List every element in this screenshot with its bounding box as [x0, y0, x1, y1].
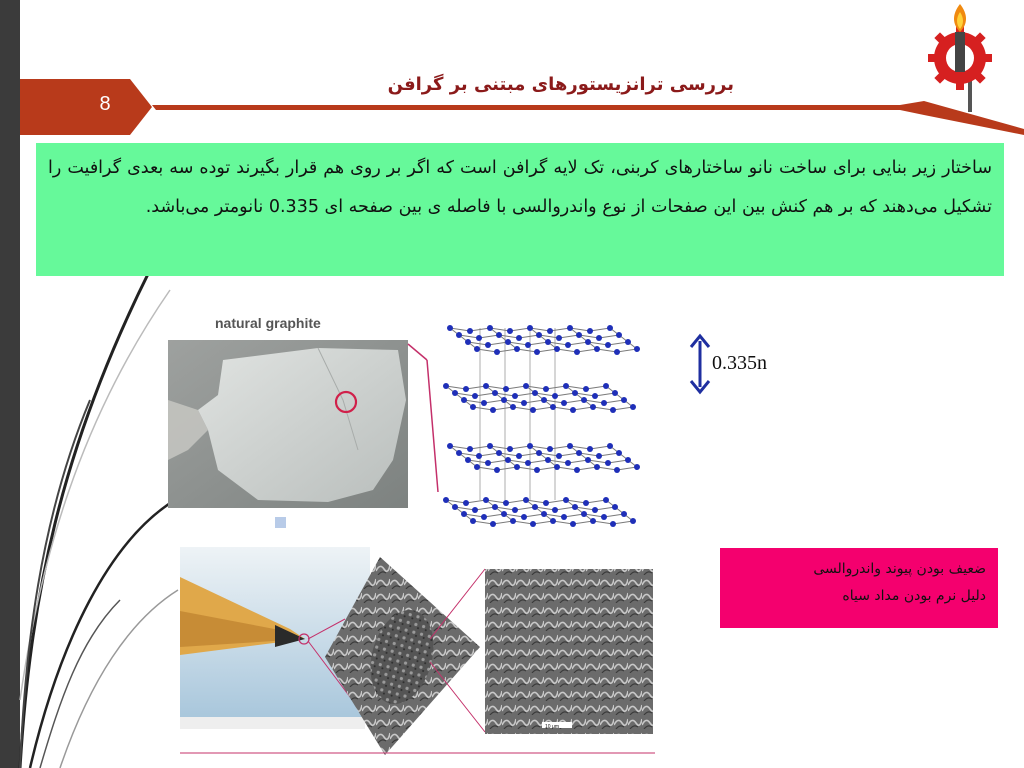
carbon-atom [616, 450, 622, 456]
carbon-atom [587, 328, 593, 334]
carbon-atom [594, 464, 600, 470]
note-line-2: دلیل نرم بودن مداد سیاه [842, 588, 986, 604]
carbon-atom [601, 400, 607, 406]
carbon-atom [510, 404, 516, 410]
carbon-atom [452, 390, 458, 396]
carbon-atom [463, 386, 469, 392]
carbon-atom [563, 497, 569, 503]
carbon-atom [550, 404, 556, 410]
carbon-atom [603, 497, 609, 503]
carbon-atom [490, 521, 496, 527]
carbon-atom [616, 332, 622, 338]
carbon-atom [510, 518, 516, 524]
slide-title: بررسی ترانزیستورهای مبتنی بر گرافن [387, 74, 734, 95]
carbon-atom [487, 325, 493, 331]
torch-gear-logo-icon [922, 2, 998, 112]
carbon-atom [485, 460, 491, 466]
carbon-atom [585, 457, 591, 463]
carbon-atom [612, 504, 618, 510]
carbon-atom [574, 349, 580, 355]
carbon-atom [474, 346, 480, 352]
carbon-atom [545, 339, 551, 345]
graphene-layer [443, 383, 636, 413]
carbon-atom [536, 450, 542, 456]
carbon-atom [603, 383, 609, 389]
carbon-atom [481, 400, 487, 406]
carbon-atom [541, 511, 547, 517]
carbon-atom [467, 328, 473, 334]
carbon-atom [581, 397, 587, 403]
carbon-atom [492, 390, 498, 396]
carbon-atom [467, 446, 473, 452]
carbon-atom [596, 453, 602, 459]
carbon-atom [536, 332, 542, 338]
slide-number: 8 [99, 93, 111, 115]
carbon-atom [594, 346, 600, 352]
carbon-atom [556, 335, 562, 341]
carbon-atom [563, 383, 569, 389]
carbon-atom [532, 504, 538, 510]
carbon-atom [447, 443, 453, 449]
carbon-atom [530, 521, 536, 527]
carbon-atom [481, 514, 487, 520]
carbon-atom [525, 342, 531, 348]
carbon-atom [596, 335, 602, 341]
carbon-atom [570, 407, 576, 413]
carbon-atom [530, 407, 536, 413]
carbon-atom [521, 514, 527, 520]
carbon-atom [590, 518, 596, 524]
carbon-atom [534, 349, 540, 355]
carbon-atom [576, 332, 582, 338]
carbon-atom [587, 446, 593, 452]
carbon-atom [601, 514, 607, 520]
carbon-atom [592, 507, 598, 513]
carbon-atom [521, 400, 527, 406]
carbon-atom [485, 342, 491, 348]
carbon-atom [545, 457, 551, 463]
carbon-atom [452, 504, 458, 510]
carbon-atom [527, 443, 533, 449]
carbon-atom [610, 521, 616, 527]
graphene-layer [447, 325, 640, 355]
carbon-atom [541, 397, 547, 403]
carbon-atom [543, 386, 549, 392]
carbon-atom [516, 453, 522, 459]
carbon-atom [561, 514, 567, 520]
carbon-atom [552, 393, 558, 399]
carbon-atom [565, 342, 571, 348]
carbon-atom [621, 511, 627, 517]
carbon-atom [592, 393, 598, 399]
carbon-atom [487, 443, 493, 449]
carbon-atom [443, 383, 449, 389]
carbon-atom [461, 397, 467, 403]
carbon-atom [532, 390, 538, 396]
carbon-atom [605, 460, 611, 466]
note-box [720, 548, 998, 628]
carbon-atom [561, 400, 567, 406]
carbon-atom [574, 467, 580, 473]
carbon-atom [514, 346, 520, 352]
carbon-atom [516, 335, 522, 341]
carbon-atom [470, 518, 476, 524]
carbon-atom [572, 504, 578, 510]
carbon-atom [605, 342, 611, 348]
carbon-atom [543, 500, 549, 506]
carbon-atom [607, 325, 613, 331]
carbon-atom [523, 383, 529, 389]
carbon-atom [492, 504, 498, 510]
carbon-atom [505, 457, 511, 463]
carbon-atom [472, 507, 478, 513]
carbon-atom [567, 325, 573, 331]
carbon-atom [583, 386, 589, 392]
carbon-atom [554, 346, 560, 352]
carbon-atom [470, 404, 476, 410]
carbon-atom [572, 390, 578, 396]
note-line-1: ضعیف بودن پیوند واندروالسی [813, 561, 986, 577]
graphene-layers-diagram [330, 308, 640, 528]
carbon-atom [614, 349, 620, 355]
carbon-atom [507, 446, 513, 452]
carbon-atom [630, 404, 636, 410]
carbon-atom [581, 511, 587, 517]
carbon-atom [501, 397, 507, 403]
carbon-atom [525, 460, 531, 466]
carbon-atom [465, 339, 471, 345]
carbon-atom [463, 500, 469, 506]
carbon-atom [634, 464, 640, 470]
graphene-layer [443, 497, 636, 527]
carbon-atom [514, 464, 520, 470]
carbon-atom [607, 443, 613, 449]
carbon-atom [465, 457, 471, 463]
carbon-atom [570, 521, 576, 527]
double-arrow-vertical-icon [688, 333, 712, 395]
carbon-atom [550, 518, 556, 524]
carbon-atom [494, 349, 500, 355]
carbon-atom [472, 393, 478, 399]
carbon-atom [610, 407, 616, 413]
graphite-label: natural graphite [215, 315, 321, 331]
carbon-atom [474, 464, 480, 470]
carbon-atom [547, 446, 553, 452]
sem-scale-bar-label: 10 μm [545, 724, 559, 730]
carbon-atom [503, 500, 509, 506]
carbon-atom [443, 497, 449, 503]
carbon-atom [634, 346, 640, 352]
carbon-atom [505, 339, 511, 345]
carbon-atom [556, 453, 562, 459]
carbon-atom [483, 383, 489, 389]
carbon-atom [583, 500, 589, 506]
interlayer-distance-label: 0.335n [712, 352, 767, 374]
carbon-atom [590, 404, 596, 410]
carbon-atom [461, 511, 467, 517]
carbon-atom [456, 332, 462, 338]
carbon-atom [554, 464, 560, 470]
carbon-atom [567, 443, 573, 449]
carbon-atom [483, 497, 489, 503]
pencil-sem-composite [180, 547, 660, 755]
intro-paragraph: ساختار زیر بنایی برای ساخت نانو ساختارهای کربنی، تک لایه گرافن است که اگر بر روی هم قرار بگیرند توده سه بعدی گرافیت را تشکیل می‌دهند که بر هم کنش بین این صفحات از نوع واندروالسی با فاصله ی بین صفحه ای 0.335 نانومتر می‌باشد. [36, 143, 1004, 276]
carbon-atom [527, 325, 533, 331]
carbon-atom [503, 386, 509, 392]
carbon-atom [614, 467, 620, 473]
carbon-atom [585, 339, 591, 345]
carbon-atom [576, 450, 582, 456]
carbon-atom [565, 460, 571, 466]
carbon-atom [447, 325, 453, 331]
graphene-layer [447, 443, 640, 473]
carbon-atom [490, 407, 496, 413]
carbon-atom [496, 450, 502, 456]
carbon-atom [625, 339, 631, 345]
carbon-atom [456, 450, 462, 456]
carbon-atom [512, 507, 518, 513]
image-placeholder-square [275, 517, 286, 528]
carbon-atom [625, 457, 631, 463]
carbon-atom [512, 393, 518, 399]
carbon-atom [552, 507, 558, 513]
carbon-atom [612, 390, 618, 396]
carbon-atom [630, 518, 636, 524]
carbon-atom [476, 335, 482, 341]
carbon-atom [476, 453, 482, 459]
carbon-atom [534, 467, 540, 473]
carbon-atom [621, 397, 627, 403]
carbon-atom [496, 332, 502, 338]
carbon-atom [494, 467, 500, 473]
carbon-atom [501, 511, 507, 517]
carbon-atom [507, 328, 513, 334]
carbon-atom [547, 328, 553, 334]
carbon-atom [523, 497, 529, 503]
